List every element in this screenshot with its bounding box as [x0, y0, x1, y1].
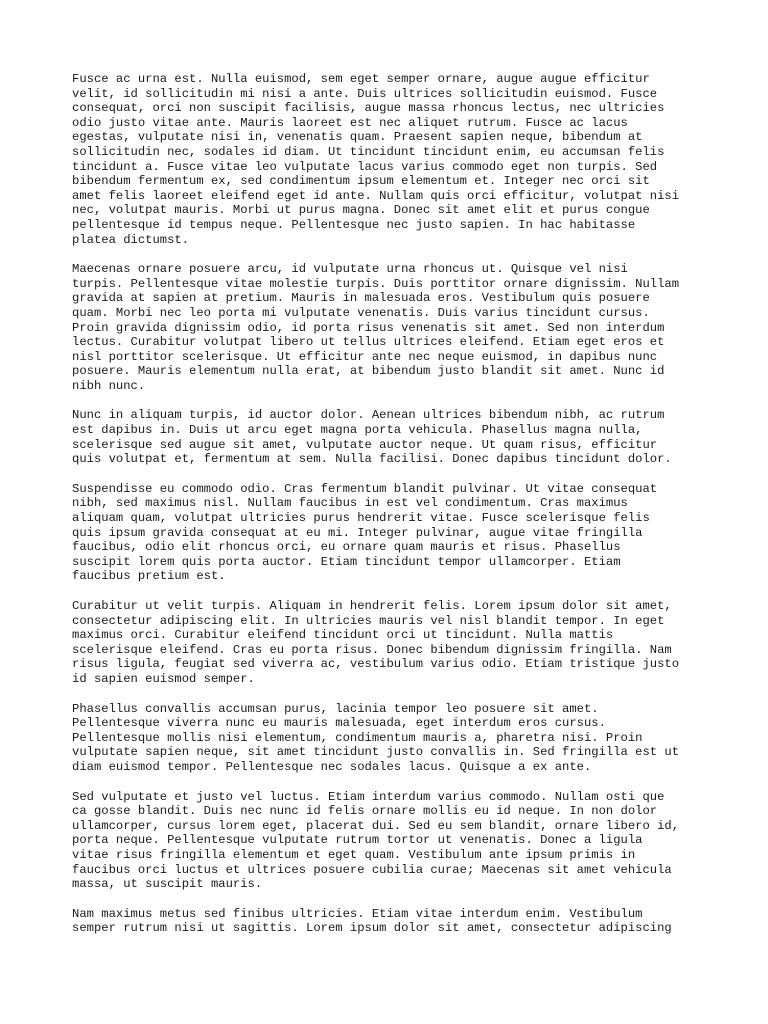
- document-page: [72, 72, 712, 1024]
- paragraph-7: Sed vulputate et justo vel luctus. Etiam interdum varius commodo. Nullam osti que ca gosse blandit. Duis nec nunc id felis ornare mollis eu id neque. In non dolor ullamcorper, cursus lorem eget, placerat dui. Sed eu sem blandit, ornare libero id, porta neque. Pellentesque vulputate rutrum tortor ut venenatis. Donec a ligula vitae risus fringilla elementum et eget quam. Vestibulum ante ipsum primis in faucibus orci luctus et ultrices posuere cubilia curae; Maecenas sit amet vehicula massa, ut suscipit mauris.: [72, 789, 680, 892]
- paragraph-3: Nunc in aliquam turpis, id auctor dolor. Aenean ultrices bibendum nibh, ac rutrum est dapibus in. Duis ut arcu eget magna porta vehicula. Phasellus magna nulla, scelerisque sed augue sit amet, vulputate auctor neque. Ut quam risus, efficitur quis volutpat et, fermentum at sem. Nulla facilisi. Donec dapibus tincidunt dolor.: [72, 408, 672, 467]
- paragraph-4: Suspendisse eu commodo odio. Cras fermentum blandit pulvinar. Ut vitae consequat nibh, sed maximus nisl. Nullam faucibus in est vel condimentum. Cras maximus aliquam quam, volutpat ultricies purus hendrerit vitae. Fusce scelerisque felis quis ipsum gravida consequat at eu mi. Integer pulvinar, augue vitae fringilla faucibus, odio elit rhoncus orci, eu ornare quam mauris et risus. Phasellus suscipit lorem quis porta auctor. Etiam tincidunt tempor ullamcorper. Etiam faucibus pretium est.: [72, 481, 658, 584]
- paragraph-2: Maecenas ornare posuere arcu, id vulputate urna rhoncus ut. Quisque vel nisi turpis. Pellentesque vitae molestie turpis. Duis porttitor ornare dignissim. Nullam gravida at sapien at pretium. Mauris in malesuada eros. Vestibulum quis posuere quam. Morbi nec leo porta mi vulputate venenatis. Duis varius tincidunt cursus. Proin gravida dignissim odio, id porta risus venenatis sit amet. Sed non interdum lectus. Curabitur volutpat libero ut tellus ultrices eleifend. Etiam eget eros et nisl porttitor scelerisque. Ut efficitur ante nec neque euismod, in dapibus nunc posuere. Mauris elementum nulla erat, at bibendum justo blandit sit amet. Nunc id nibh nunc.: [72, 262, 680, 393]
- paragraph-8: Nam maximus metus sed finibus ultricies. Etiam vitae interdum enim. Vestibulum semper rutrum nisi ut sagittis. Lorem ipsum dolor sit amet, consectetur adipiscing: [72, 906, 672, 936]
- paragraph-1: Fusce ac urna est. Nulla euismod, sem eget semper ornare, augue augue efficitur velit, id sollicitudin mi nisi a ante. Duis ultrices sollicitudin euismod. Fusce consequat, orci non suscipit facilisis, augue massa rhoncus lectus, nec ultricies odio justo vitae ante. Mauris laoreet est nec aliquet rutrum. Fusce ac lacus egestas, vulputate nisi in, venenatis quam. Praesent sapien neque, bibendum at sollicitudin nec, sodales id diam. Ut tincidunt tincidunt enim, eu accumsan felis tincidunt a. Fusce vitae leo vulputate lacus varius commodo eget non turpis. Sed bibendum fermentum ex, sed condimentum ipsum elementum et. Integer nec orci sit amet felis laoreet eleifend eget id ante. Nullam quis orci efficitur, volutpat nisi nec, volutpat mauris. Morbi ut purus magna. Donec sit amet elit et purus congue pellentesque id tempus neque. Pellentesque nec justo sapien. In hac habitasse platea dictumst.: [72, 72, 680, 247]
- paragraph-6: Phasellus convallis accumsan purus, lacinia tempor leo posuere sit amet. Pellentesque viverra nunc eu mauris malesuada, eget interdum eros cursus. Pellentesque mollis nisi elementum, condimentum mauris a, pharetra nisi. Proin vulputate sapien neque, sit amet tincidunt justo convallis in. Sed fringilla est ut diam euismod tempor. Pellentesque nec sodales lacus. Quisque a ex ante.: [72, 701, 680, 774]
- paragraph-5: Curabitur ut velit turpis. Aliquam in hendrerit felis. Lorem ipsum dolor sit amet, consectetur adipiscing elit. In ultricies mauris vel nisl blandit tempor. In eget maximus orci. Curabitur eleifend tincidunt orci ut tincidunt. Nulla mattis scelerisque eleifend. Cras eu porta risus. Donec bibendum dignissim fringilla. Nam risus ligula, feugiat sed viverra ac, vestibulum varius odio. Etiam tristique justo id sapien euismod semper.: [72, 599, 680, 686]
